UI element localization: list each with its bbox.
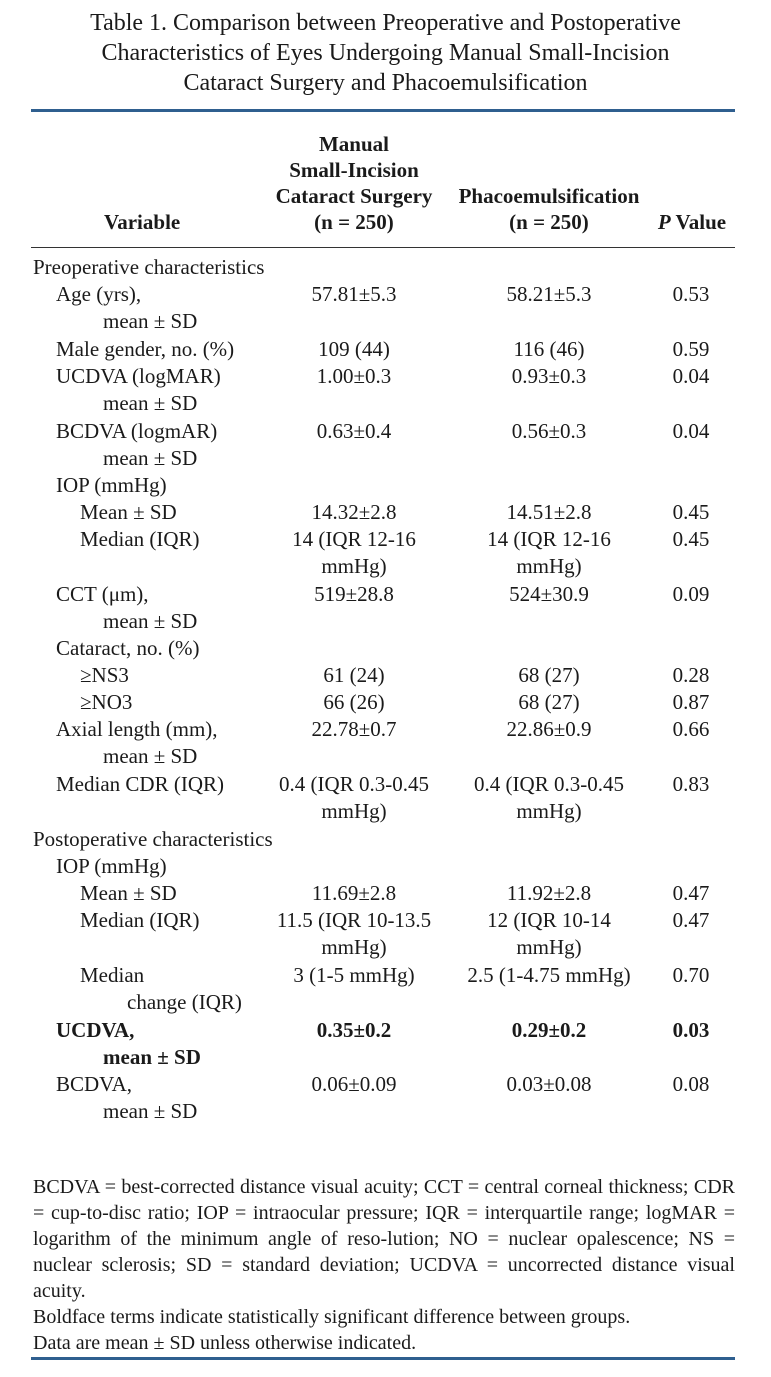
row-variable	[80, 962, 242, 1016]
row-msics-value	[258, 662, 450, 689]
row-phaco-value	[448, 336, 650, 363]
row-phaco-value	[448, 662, 650, 689]
row-variable-line: mean ± SD	[103, 391, 198, 415]
header-msics-line: (n = 250)	[314, 210, 394, 234]
row-phaco-value-line: 0.03±0.08	[506, 1072, 592, 1096]
footnote-bold-note: Boldface terms indicate statistically significant difference between groups.	[33, 1306, 631, 1328]
row-phaco-value-line: 14.51±2.8	[506, 500, 592, 524]
row-phaco-value	[448, 1017, 650, 1044]
row-variable-line: IOP (mmHg)	[56, 854, 167, 878]
row-msics-value-line: 22.78±0.7	[311, 717, 397, 741]
row-variable-line: Age (yrs),	[56, 282, 142, 306]
row-msics-value	[258, 716, 450, 743]
row-phaco-value-line: 0.56±0.3	[511, 419, 587, 443]
row-msics-value	[258, 1071, 450, 1098]
row-msics-value	[258, 907, 450, 961]
row-phaco-value-line: 0.29±0.2	[511, 1018, 587, 1042]
row-variable-line: Median	[80, 963, 145, 987]
row-phaco-value-line: mmHg)	[516, 554, 582, 578]
row-phaco-value	[448, 363, 650, 390]
header-p-value	[647, 209, 737, 235]
row-msics-value-line: 0.4 (IQR 0.3-0.45	[279, 772, 429, 796]
caption-line: Table 1. Comparison between Preoperative and Postoperative	[90, 10, 681, 36]
row-msics-value-line: 11.5 (IQR 10-13.5	[276, 908, 432, 932]
row-msics-value	[258, 689, 450, 716]
header-phaco-line: Phacoemulsification	[458, 184, 640, 208]
row-variable-line: UCDVA,	[56, 1018, 135, 1042]
row-phaco-value-line: 0.93±0.3	[511, 364, 587, 388]
row-msics-value	[258, 418, 450, 445]
row-p-value: 0.28	[672, 663, 710, 687]
row-msics-value-line: 57.81±5.3	[311, 282, 397, 306]
row-msics-value-line: 61 (24)	[323, 663, 385, 687]
row-msics-value	[258, 499, 450, 526]
row-msics-value-line: 0.63±0.4	[316, 419, 392, 443]
row-phaco-value	[448, 499, 650, 526]
caption-line: Characteristics of Eyes Undergoing Manual Small-Incision	[101, 40, 670, 66]
row-variable	[33, 826, 273, 853]
row-variable-line: CCT (μm),	[56, 582, 149, 606]
row-phaco-value-line: 14 (IQR 12-16	[487, 527, 611, 551]
header-phaco	[451, 183, 647, 235]
row-msics-value	[258, 581, 450, 608]
row-variable	[80, 907, 200, 934]
table-bottom-rule	[31, 1357, 735, 1360]
row-variable	[80, 880, 177, 907]
caption-line: Cataract Surgery and Phacoemulsification	[183, 70, 588, 96]
row-msics-value-line: 1.00±0.3	[316, 364, 392, 388]
row-phaco-value-line: mmHg)	[516, 799, 582, 823]
row-variable	[56, 336, 234, 363]
row-p-value: 0.04	[672, 419, 710, 443]
row-variable-line: change (IQR)	[127, 990, 242, 1014]
row-variable-line: mean ± SD	[103, 1099, 198, 1123]
row-phaco-value-line: 524±30.9	[509, 582, 589, 606]
row-msics-value	[258, 336, 450, 363]
row-msics-value-line: 3 (1-5 mmHg)	[293, 963, 415, 987]
row-phaco-value-line: 0.4 (IQR 0.3-0.45	[474, 772, 624, 796]
row-msics-value-line: 0.06±0.09	[311, 1072, 397, 1096]
row-msics-value	[258, 526, 450, 580]
row-phaco-value	[448, 418, 650, 445]
row-msics-value	[258, 962, 450, 989]
row-p-value: 0.47	[672, 908, 710, 932]
row-msics-value-line: mmHg)	[321, 799, 387, 823]
header-phaco-line: (n = 250)	[509, 210, 589, 234]
row-p-value: 0.59	[672, 337, 710, 361]
row-variable	[80, 662, 129, 689]
row-phaco-value	[448, 962, 650, 989]
row-variable-line: IOP (mmHg)	[56, 473, 167, 497]
header-msics	[268, 131, 440, 235]
row-variable	[33, 254, 264, 281]
row-msics-value-line: 109 (44)	[318, 337, 390, 361]
row-p-value: 0.47	[672, 881, 710, 905]
header-rule	[31, 247, 735, 248]
row-variable-line: Male gender, no. (%)	[56, 337, 235, 361]
row-variable	[56, 1071, 197, 1125]
row-variable	[56, 363, 221, 417]
header-variable: Variable	[104, 210, 181, 234]
row-variable-line: Postoperative characteristics	[33, 827, 273, 851]
footnote-data-note: Data are mean ± SD unless otherwise indicated.	[33, 1332, 417, 1354]
header-msics-line: Small-Incision	[289, 158, 419, 182]
row-variable-line: mean ± SD	[103, 609, 198, 633]
row-msics-value	[258, 1017, 450, 1044]
row-phaco-value-line: 11.92±2.8	[506, 881, 592, 905]
row-phaco-value-line: 58.21±5.3	[506, 282, 592, 306]
row-phaco-value	[448, 581, 650, 608]
row-msics-value-line: mmHg)	[321, 935, 387, 959]
row-variable	[80, 689, 132, 716]
row-variable	[80, 499, 177, 526]
row-variable-line: Cataract, no. (%)	[56, 636, 200, 660]
row-variable-line: mean ± SD	[103, 309, 198, 333]
row-phaco-value	[448, 281, 650, 308]
row-p-value: 0.66	[672, 717, 710, 741]
row-msics-value	[258, 771, 450, 825]
row-phaco-value	[448, 716, 650, 743]
table-top-rule	[31, 109, 735, 112]
row-variable-line: Median (IQR)	[80, 527, 200, 551]
row-variable-line: mean ± SD	[103, 1045, 201, 1069]
row-variable	[56, 635, 199, 662]
row-msics-value	[258, 880, 450, 907]
row-variable	[56, 853, 167, 880]
row-p-value: 0.83	[672, 772, 710, 796]
row-msics-value	[258, 281, 450, 308]
row-p-value: 0.09	[672, 582, 710, 606]
row-p-value: 0.03	[672, 1018, 710, 1042]
row-variable-line: Median (IQR)	[80, 908, 200, 932]
row-variable-line: BCDVA,	[56, 1072, 133, 1096]
row-phaco-value	[448, 771, 650, 825]
row-msics-value-line: 14.32±2.8	[311, 500, 397, 524]
row-variable	[56, 418, 217, 472]
row-variable-line: Median CDR (IQR)	[56, 772, 224, 796]
row-phaco-value	[448, 526, 650, 580]
row-msics-value-line: 519±28.8	[314, 582, 394, 606]
row-variable-line: Axial length (mm),	[56, 717, 218, 741]
row-variable-line: Mean ± SD	[80, 500, 177, 524]
row-variable-line: mean ± SD	[103, 446, 198, 470]
table-footnote	[33, 1174, 735, 1356]
row-p-value: 0.45	[672, 527, 710, 551]
row-p-value: 0.87	[672, 690, 710, 714]
row-variable-line: Preoperative characteristics	[33, 255, 265, 279]
row-phaco-value	[448, 880, 650, 907]
row-variable	[56, 771, 224, 798]
row-msics-value-line: 0.35±0.2	[316, 1018, 392, 1042]
row-msics-value-line: 66 (26)	[323, 690, 385, 714]
header-p-italic: P	[657, 210, 671, 234]
row-variable	[56, 716, 218, 770]
row-msics-value-line: 11.69±2.8	[311, 881, 397, 905]
row-variable	[56, 281, 197, 335]
row-variable-line: BCDVA (logmAR)	[56, 419, 218, 443]
row-p-value: 0.70	[672, 963, 710, 987]
row-msics-value-line: mmHg)	[321, 554, 387, 578]
row-variable	[56, 1017, 201, 1071]
row-msics-value-line: 14 (IQR 12-16	[292, 527, 416, 551]
row-phaco-value-line: mmHg)	[516, 935, 582, 959]
row-p-value: 0.04	[672, 364, 710, 388]
row-variable-line: ≥NS3	[80, 663, 129, 687]
row-p-value: 0.45	[672, 500, 710, 524]
row-msics-value	[258, 363, 450, 390]
row-p-value: 0.08	[672, 1072, 710, 1096]
row-phaco-value	[448, 907, 650, 961]
row-phaco-value-line: 2.5 (1-4.75 mmHg)	[467, 963, 631, 987]
row-variable	[80, 526, 200, 553]
row-variable-line: UCDVA (logMAR)	[56, 364, 221, 388]
row-p-value: 0.53	[672, 282, 710, 306]
header-p-rest: Value	[670, 210, 727, 234]
row-phaco-value-line: 12 (IQR 10-14	[487, 908, 611, 932]
row-variable	[56, 472, 167, 499]
row-variable-line: mean ± SD	[103, 744, 198, 768]
footnote-abbreviations: BCDVA = best-corrected distance visual acuity; CCT = central corneal thickness; CDR = cup-to-disc ratio; IOP = intraocular pressure; IQR = interquartile range; logMAR = logarithm of the minimum angle of reso-lution; NO = nuclear opalescence; NS = nuclear sclerosis; SD = standard deviation; UCDVA = uncorrected distance visual acuity.	[33, 1176, 735, 1302]
row-variable	[56, 581, 197, 635]
row-phaco-value-line: 116 (46)	[513, 337, 585, 361]
row-phaco-value	[448, 1071, 650, 1098]
header-msics-line: Manual	[318, 132, 389, 156]
row-phaco-value-line: 68 (27)	[518, 690, 580, 714]
table-caption	[20, 8, 751, 98]
row-phaco-value-line: 68 (27)	[518, 663, 580, 687]
row-variable-line: Mean ± SD	[80, 881, 177, 905]
row-variable-line: ≥NO3	[80, 690, 133, 714]
row-phaco-value	[448, 689, 650, 716]
header-msics-line: Cataract Surgery	[275, 184, 433, 208]
row-phaco-value-line: 22.86±0.9	[506, 717, 592, 741]
